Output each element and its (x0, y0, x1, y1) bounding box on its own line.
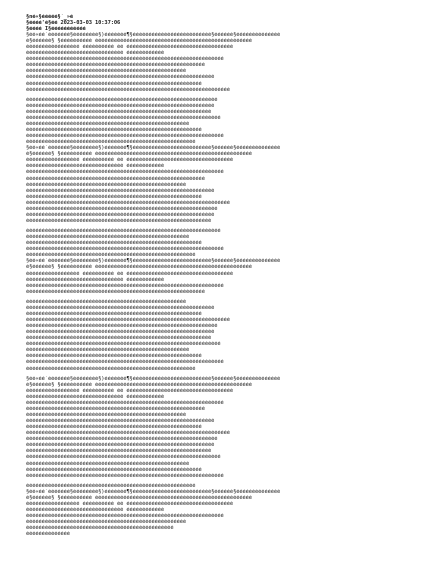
body-line: éééééééééééééééééééééééééééééééééééééééééééééééééééé (26, 460, 190, 467)
body-line: ééééééééééééééééééééééééééééééééééééééééééééééééééé (26, 68, 187, 75)
body-line: ééééééééééééééééééééééééééééééééééééééééééééééééééééééééééééééééé (26, 86, 230, 93)
document-body (26, 32, 434, 145)
body-line: éééééééééééééééééééééééééééééééééééééééééééééééééééééééé (26, 127, 202, 134)
body-line: ééééééééééééééééééééééééééééééé éééééééééééé (26, 507, 165, 514)
body-line: ééééééééééééééééééééééééééééééééééééééééééééééééééééééééééééééé (26, 133, 224, 140)
body-line: éééééééééééééééééééééééééééééééééééééééééééééééééééé (26, 347, 190, 354)
document-footer (26, 519, 434, 537)
body-line: ééééééééééééééééééééééééééééééééééééééééééééééééééééééééééééééé (26, 56, 224, 63)
body-line: éééééééééééééééééééééééééééééééééééééééééééééééééééééééé (26, 424, 202, 431)
body-line: ééééééééééééééééééééééééééééééééééééééééééééééééééééééééééééééé (26, 472, 224, 479)
body-line: é§éééééé§ §éééééééééé éééééééééééééééééééééééééééééééééééééééééééééééééé (26, 151, 252, 158)
body-line: ééééééééééééééééééééééééééééééééééééééééééééééééééééééééé (26, 175, 205, 182)
document-page (26, 14, 434, 570)
body-line: ééééééééééééééééééééééééééééééééééééééééééééééééééé (26, 181, 187, 188)
body-line: ééééééééééééééééééééééééééééééééééééééééééééééééééééééééééééééé (26, 246, 224, 253)
footer-line: éééééééééééééé (26, 531, 70, 538)
body-line: éééééééééééééééééééééééééééééééééééééééééééééééééééééééé (26, 240, 202, 247)
body-line: ééééééééééééééééééééééééééééééé éééééééééééé (26, 276, 165, 283)
body-line: ééééééééééééééééééééééééééééééééééééééééééééééééééééééééé (26, 288, 205, 295)
body-line: ééééééééééééééééééééééééééééééééééééééééééééééééééééééééééé (26, 109, 212, 115)
body-line: ééééééééééééééééééééééééééééééééééééééééééééééééééééééééééééé (26, 436, 218, 443)
body-line: ééééééééééééééééééééééééééééééééééééééééééééééééééé (26, 412, 187, 419)
body-line: éééééééééééééééééééééééééééééééééééééééééééééééééééééééééééééé (26, 341, 221, 348)
body-line: éééééééééééééééééééééééééééééééééééééééééééééééééééééééééééé (26, 187, 215, 194)
body-line: éééééééééééééééééééééééééééééééééééééééééééééééééééééééééééé (26, 442, 215, 449)
body-line: §éé«éé´ééééééé§éééééééé§)ééééééé¶§ééééééééééééééééééééééééé§éééééé§éééééééééééééé (26, 258, 281, 265)
body-line: ééééééééééééééééé éééééééééé éé éééééééééééééééééééééééééééééééééé (26, 387, 234, 394)
body-line: éééééééééééééééééééééééééééééééééééééééééééééééééééééé (26, 139, 196, 146)
body-line: éééééééééééééééééééééééééééééééééééééééééééééééééééééééé (26, 353, 202, 360)
body-line: §éé«éé´ééééééé§éééééééé§)ééééééé¶§ééééééééééééééééééééééééé§éééééé§éééééééééééééé (26, 375, 281, 382)
body-line: ééééééééééééééééééééééééééééééééééééééééééééééééééééééééééé (26, 448, 212, 455)
body-line: §éé«éé´ééééééé§éééééééé§)ééééééé¶§ééééééééééééééééééééééééé§éééééé§éééééééééééééé (26, 145, 281, 152)
body-line: éééééééééééééééééééééééééééééééééééééééééééééééééééééééé (26, 80, 202, 87)
body-line: ééééééééééééééééééééééééééééééééééééééééééééééééééééééééééééééé (26, 359, 224, 366)
body-line: éééééééééééééééééééééééééééééééééééééééééééééééééééééééééééé (26, 329, 215, 336)
body-line: ééééééééééééééééééééééééééééééééééééééééééééééééééééééééééééééé (26, 282, 224, 289)
body-line: é§éééééé§ §éééééééééé éééééééééééééééééééééééééééééééééééééééééééééééééé (26, 495, 252, 502)
body-line: ééééééééééééééééééééééééééééééééééééééééééééééééééééééééé (26, 62, 205, 69)
body-line: éééééééééééééééééééééééééééééééééééééééééééééééééééééééé (26, 466, 202, 473)
header-line: §éééé I§ééééééééééé (26, 26, 86, 33)
body-line: éééééééééééééééééééééééééééééééééééééééééééééééééééééééééééé (26, 418, 215, 425)
body-line: ééééééééééééééééééééééééééééééééééééééééééééééééééééééééééééééééé (26, 430, 230, 437)
timestamp-line: §éééé'é§éé 2023-03-03 10:37:06 (26, 20, 121, 27)
body-line: ééééééééééééééééééééééééééééééééééééééééééééééééééééééééééééééé (26, 513, 224, 520)
body-line: é§éééééé§ §éééééééééé éééééééééééééééééééééééééééééééééééééééééééééééééé (26, 264, 252, 271)
body-line: éééééééééééééééééééééééééééééééééééééééééééééééééééééééééééé (26, 211, 215, 218)
body-line: ééééééééééééééééééééééééééééééé éééééééééééé (26, 50, 165, 57)
body-line: éééééééééééééééééééééééééééééééééééééééééééééééééééééé (26, 482, 196, 489)
body-line: ééééééééééééééééé éééééééééé éé éééééééééééééééééééééééééééééééééé (26, 157, 234, 164)
body-line: ééééééééééééééééééééééééééééééééééééééééééééééééééééééééééééééééé (26, 199, 230, 206)
body-line: éééééééééééééééééééééééééééééééééééééééééééééééééééééééééééééé (26, 228, 221, 235)
body-line: é§éééééé§ §éééééééééé éééééééééééééééééééééééééééééééééééééééééééééééééé (26, 38, 252, 45)
body-line: ééééééééééééééééééééééééééééééééééééééééééééééééééééééééééééé (26, 323, 218, 330)
body-line: éééééééééééééééééééééééééééééééééééééééééééééééééééééééééééé (26, 305, 215, 312)
body-line: ééééééééééééééééééééééééééééééé éééééééééééé (26, 163, 165, 170)
body-line: éééééééééééééééééééééééééééééééééééééééééééééééééééééééé (26, 193, 202, 200)
body-line: ééééééééééééééééééééééééééééééééééééééééééééééééééééééééééééééé (26, 169, 224, 176)
body-line: ééééééééééééééééééééééééééééééééééééééééééééééééééééééééééé (26, 335, 212, 342)
body-line: ééééééééééééééééé éééééééééé éé éééééééééééééééééééééééééééééééééé (26, 270, 234, 277)
footer-line: ééééééééééééééééééééééééééééééééééééééééééééééé (26, 525, 174, 532)
body-line: éééééééééééééééééééééééééééééééééééééééééééééééééééééé (26, 252, 196, 259)
body-line: §éé«éé´ééééééé§éééééééé§)ééééééé¶§ééééééééééééééééééééééééé§éééééé§éééééééééééééé (26, 32, 281, 39)
body-line: éééééééééééééééééééééééééééééééééééééééééééééééééééééééééééééé (26, 115, 221, 122)
header-line: §né«§ééééé§´_»é (26, 14, 74, 20)
body-line: éééééééééééééééééééééééééééééééééééééééééééééééééééééé (26, 365, 196, 372)
document-repeated-body (26, 145, 434, 519)
body-line: éééééééééééééééééééééééééééééééééééééééééééééééééééééééééééé (26, 102, 215, 109)
body-line: ééééééééééééééééééééééééééééééééééééééééééééééééééé (26, 299, 187, 305)
footer-line: ééééééééééééééééééééééééééééééééééééééééééééééééééé (26, 519, 187, 526)
body-line: ééééééééééééééééééééééééééééééééééééééééééééééééééééééééééééé (26, 96, 218, 103)
body-line: ééééééééééééééééééééééééééééééééééééééééééééééééééééééééééééé (26, 205, 218, 212)
body-line: ééééééééééééééééééééééééééééééééééééééééééééééééééééééééé (26, 406, 205, 413)
body-line: ééééééééééééééééé éééééééééé éé éééééééééééééééééééééééééééééééééé (26, 44, 234, 51)
body-line: éééééééééééééééééééééééééééééééééééééééééééééééééééé (26, 234, 190, 241)
document-header (26, 14, 434, 32)
body-line: ééééééééééééééééé éééééééééé éé éééééééééééééééééééééééééééééééééé (26, 501, 234, 508)
body-line: éééééééééééééééééééééééééééééééééééééééééééééééééééééééé (26, 311, 202, 318)
body-line: éééééééééééééééééééééééééééééééééééééééééééééééééééééééééééééé (26, 454, 221, 461)
body-line: éééééééééééééééééééééééééééééééééééééééééééééééééééé (26, 121, 190, 128)
body-line: §éé«éé´ééééééé§éééééééé§)ééééééé¶§ééééééééééééééééééééééééé§éééééé§éééééééééééééé (26, 489, 281, 495)
body-line: ééééééééééééééééééééééééééééééé éééééééééééé (26, 394, 165, 400)
body-line: ééééééééééééééééééééééééééééééééééééééééééééééééééééééééééééééé (26, 400, 224, 407)
body-line: éééééééééééééééééééééééééééééééééééééééééééééééééééééééééééé (26, 74, 215, 81)
body-line: ééééééééééééééééééééééééééééééééééééééééééééééééééééééééééééééééé (26, 317, 230, 324)
body-line: ééééééééééééééééééééééééééééééééééééééééééééééééééééééééééé (26, 217, 212, 224)
body-line: é§éééééé§ §éééééééééé éééééééééééééééééééééééééééééééééééééééééééééééééé (26, 381, 252, 388)
